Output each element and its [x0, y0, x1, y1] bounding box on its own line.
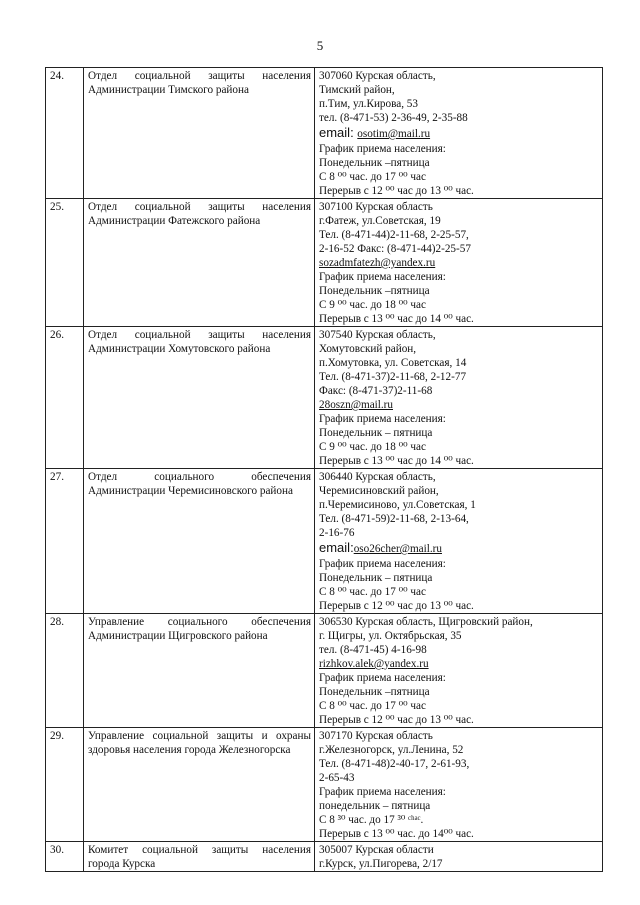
contact-line [319, 629, 599, 643]
row-number: 29. [46, 728, 84, 842]
contact-line [319, 328, 599, 342]
contact-text: Перерыв с 12 ⁰⁰ час до 13 ⁰⁰ час. [319, 714, 474, 726]
contact-text: понедельник – пятница [319, 800, 431, 812]
contact-text: Перерыв с 13 ⁰⁰ час до 14 ⁰⁰ час. [319, 455, 474, 467]
contact-text: График приема населения: [319, 413, 446, 425]
contact-text: Хомутовский район, [319, 343, 417, 355]
contact-text: Факс: (8-471-37)2-11-68 [319, 385, 433, 397]
contact-line [319, 599, 599, 613]
contact-text: Перерыв с 13 ⁰⁰ час до 14 ⁰⁰ час. [319, 313, 474, 325]
contact-line [319, 699, 599, 713]
email-link[interactable]: 28oszn@mail.ru [319, 399, 393, 411]
contact-line [319, 643, 599, 657]
contact-line [319, 843, 599, 857]
contact-text: С 8 ⁰⁰ час. до 17 ⁰⁰ час [319, 171, 426, 183]
contact-line [319, 125, 599, 142]
contact-line [319, 200, 599, 214]
contact-text: Черемисиновский район, [319, 485, 439, 497]
contact-text: 307060 Курская область, [319, 70, 436, 82]
contact-line [319, 426, 599, 440]
contact-line [319, 312, 599, 326]
contact-line [319, 412, 599, 426]
contact-text: г.Железногорск, ул.Ленина, 52 [319, 744, 464, 756]
table-row [46, 728, 603, 842]
contact-line [319, 685, 599, 699]
contact-line [319, 342, 599, 356]
email-link[interactable]: oso26cher@mail.ru [353, 543, 442, 555]
email-link[interactable]: sozadmfatezh@yandex.ru [319, 257, 436, 269]
contact-text: График приема населения: [319, 143, 446, 155]
contact-line [319, 540, 599, 557]
contact-text: С 9 ⁰⁰ час. до 18 ⁰⁰ час [319, 441, 426, 453]
contact-line [319, 440, 599, 454]
contacts-table-body [46, 68, 603, 872]
contact-text: п.Хомутовка, ул. Советская, 14 [319, 357, 467, 369]
contact-text: п.Черемисиново, ул.Советская, 1 [319, 499, 476, 511]
contact-line [319, 470, 599, 484]
contacts-table [45, 67, 603, 872]
row-number: 27. [46, 469, 84, 614]
contact-text: С 9 ⁰⁰ час. до 18 ⁰⁰ час [319, 299, 426, 311]
contact-text: 307540 Курская область, [319, 329, 436, 341]
contact-info [315, 614, 603, 728]
contact-text: Понедельник – пятница [319, 427, 433, 439]
contact-line [319, 785, 599, 799]
contact-text: Перерыв с 13 ⁰⁰ час. до 14⁰⁰ час. [319, 828, 474, 840]
contact-line [319, 142, 599, 156]
contact-line [319, 156, 599, 170]
email-label: email: [319, 540, 354, 555]
row-number: 24. [46, 68, 84, 199]
contact-line [319, 384, 599, 398]
contact-text: Понедельник –пятница [319, 157, 430, 169]
contact-text: График приема населения: [319, 786, 446, 798]
contact-line [319, 484, 599, 498]
contact-text: тел. (8-471-53) 2-36-49, 2-35-88 [319, 112, 468, 124]
contact-line [319, 827, 599, 841]
table-row [46, 842, 603, 872]
table-row [46, 199, 603, 327]
row-number: 25. [46, 199, 84, 327]
contact-line [319, 743, 599, 757]
organization-name: Отдел социальной защиты населения Администрации Тимского района [84, 68, 315, 199]
contact-line [319, 757, 599, 771]
contact-text: 2-65-43 [319, 772, 355, 784]
contact-text: Тимский район, [319, 84, 395, 96]
contact-line [319, 214, 599, 228]
contact-text: 305007 Курская области [319, 844, 434, 856]
contact-text: График приема населения: [319, 672, 446, 684]
contact-info [315, 327, 603, 469]
table-row [46, 469, 603, 614]
contact-line [319, 585, 599, 599]
contact-text: г.Фатеж, ул.Советская, 19 [319, 215, 441, 227]
contact-info [315, 728, 603, 842]
organization-name: Управление социального обеспечения Администрации Щигровского района [84, 614, 315, 728]
contact-text: Тел. (8-471-37)2-11-68, 2-12-77 [319, 371, 467, 383]
contact-text: 306440 Курская область, [319, 471, 436, 483]
contact-info [315, 199, 603, 327]
contact-line [319, 657, 599, 671]
row-number: 30. [46, 842, 84, 872]
organization-name: Отдел социальной защиты населения Администрации Фатежского района [84, 199, 315, 327]
organization-name: Управление социальной защиты и охраны здоровья населения города Железногорска [84, 728, 315, 842]
organization-name: Отдел социального обеспечения Администрации Черемисиновского района [84, 469, 315, 614]
contact-line [319, 615, 599, 629]
contact-line [319, 170, 599, 184]
contact-line [319, 512, 599, 526]
contact-line [319, 83, 599, 97]
contact-line [319, 713, 599, 727]
contact-text: г. Щигры, ул. Октябрьская, 35 [319, 630, 462, 642]
contact-line [319, 228, 599, 242]
contact-text: Понедельник – пятница [319, 572, 433, 584]
email-link[interactable]: osotim@mail.ru [357, 128, 431, 140]
contact-line [319, 671, 599, 685]
contact-text: 2-16-76 [319, 527, 355, 539]
contact-line [319, 526, 599, 540]
contact-text: С 8 ⁰⁰ час. до 17 ⁰⁰ час [319, 700, 426, 712]
contact-line [319, 184, 599, 198]
contact-line [319, 270, 599, 284]
contact-text: 306530 Курская область, Щигровский район, [319, 616, 533, 628]
contact-text: Тел. (8-471-59)2-11-68, 2-13-64, [319, 513, 469, 525]
contact-text: г.Курск, ул.Пигорева, 2/17 [319, 858, 443, 870]
page-number: 5 [316, 38, 324, 53]
contact-line [319, 111, 599, 125]
contact-info [315, 842, 603, 872]
table-row [46, 614, 603, 728]
contact-line [319, 97, 599, 111]
contact-text: Тел. (8-471-44)2-11-68, 2-25-57, [319, 229, 469, 241]
contact-info [315, 68, 603, 199]
contact-line [319, 69, 599, 83]
contact-line [319, 398, 599, 412]
table-row [46, 327, 603, 469]
contact-info [315, 469, 603, 614]
contact-text: Понедельник –пятница [319, 285, 430, 297]
contact-text: График приема населения: [319, 558, 446, 570]
contact-text: С 8 ³⁰ час. до 17 ³⁰ ᶜʰᵃᶜ. [319, 814, 424, 826]
contact-line [319, 557, 599, 571]
contact-line [319, 813, 599, 827]
contact-line [319, 356, 599, 370]
contact-text: Понедельник –пятница [319, 686, 430, 698]
email-label: email: [319, 125, 358, 140]
contact-line [319, 571, 599, 585]
contact-line [319, 284, 599, 298]
contact-text: тел. (8-471-45) 4-16-98 [319, 644, 427, 656]
email-link[interactable]: rizhkov.alek@yandex.ru [319, 658, 429, 670]
contact-text: 307100 Курская область [319, 201, 433, 213]
contact-line [319, 454, 599, 468]
contact-text: 307170 Курская область [319, 730, 433, 742]
table-row [46, 68, 603, 199]
contact-text: п.Тим, ул.Кирова, 53 [319, 98, 418, 110]
contact-text: Перерыв с 12 ⁰⁰ час до 13 ⁰⁰ час. [319, 600, 474, 612]
contact-line [319, 498, 599, 512]
contact-line [319, 857, 599, 871]
contact-text: С 8 ⁰⁰ час. до 17 ⁰⁰ час [319, 586, 426, 598]
contact-text: График приема населения: [319, 271, 446, 283]
contact-text: Перерыв с 12 ⁰⁰ час до 13 ⁰⁰ час. [319, 185, 474, 197]
organization-name: Отдел социальной защиты населения Администрации Хомутовского района [84, 327, 315, 469]
organization-name: Комитет социальной защиты населения города Курска [84, 842, 315, 872]
contact-line [319, 771, 599, 785]
contact-text: 2-16-52 Факс: (8-471-44)2-25-57 [319, 243, 471, 255]
contact-line [319, 370, 599, 384]
contact-line [319, 799, 599, 813]
contact-line [319, 298, 599, 312]
row-number: 26. [46, 327, 84, 469]
row-number: 28. [46, 614, 84, 728]
contact-line [319, 729, 599, 743]
contact-line [319, 256, 599, 270]
contact-line [319, 242, 599, 256]
contact-text: Тел. (8-471-48)2-40-17, 2-61-93, [319, 758, 470, 770]
